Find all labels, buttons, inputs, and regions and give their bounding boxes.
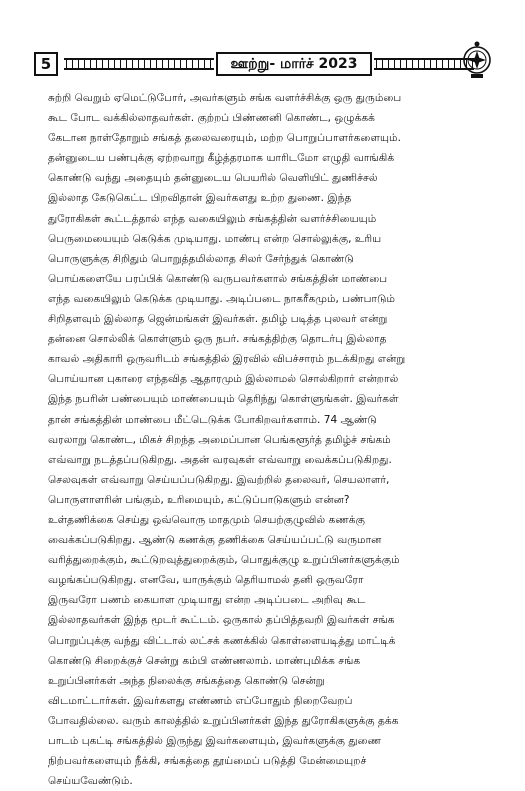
text-line: வழங்கப்படுகிறது. எனவே, யாருக்கும் தெரியாமல் தனி ஒருவரோ <box>48 574 364 587</box>
text-line: வைக்கப்படுகிறது. ஆண்டு கணக்கு தணிக்கை செய்யப்பட்டு வருமான <box>48 534 382 547</box>
text-line: எந்த வகையிலும் கெடுக்க முடியாது. அடிப்படை நாகரீகமும், பண்பாடும் <box>48 292 396 305</box>
page-number: 5 <box>34 52 58 76</box>
page-header <box>34 52 480 78</box>
text-line: கூட போட வக்கில்லாதவர்கள். குற்றப் பிண்ணனி கொண்ட, ஒழுக்கக் <box>48 112 375 125</box>
emblem-icon <box>462 40 492 80</box>
text-line: இருவரோ பணம் கையாள முடியாது என்ற அடிப்படை அறிவு கூட <box>48 594 366 607</box>
text-line: போவதில்லை. வரும் காலத்தில் உறுப்பினர்கள் இந்த துரோகிகளுக்கு தக்க <box>48 714 399 727</box>
text-line: பொருளாளரின் பங்கும், உரிமையும், கட்டுப்பாடுகளும் என்ன? <box>48 493 350 506</box>
text-line: வரித்துறைக்கும், கூட்டுறவுத்துறைக்கும், பொதுக்குழு உறுப்பினர்களுக்கும் <box>48 554 400 567</box>
text-line: எவ்வாறு நடத்தப்படுகிறது. அதன் வரவுகள் எவ்வாறு வைக்கப்படுகிறது. <box>48 453 392 466</box>
text-line: தான் சங்கத்தின் மாண்பை மீட்டெடுக்க போகிறவர்களாம். 74 ஆண்டு <box>48 413 377 426</box>
article-body <box>48 88 482 791</box>
text-line: நிற்பவர்களையும் நீக்கி, சங்கத்தை தூய்மைப் படுத்தி மேன்மையுறச் <box>48 755 367 768</box>
text-line: பொறுப்புக்கு வந்து விட்டால் லட்சக் கணக்கில் கொள்ளையடித்து மாட்டிக் <box>48 634 396 647</box>
text-line: உள்தணிக்கை செய்து ஒவ்வொரு மாதமும் செயற்குழுவில் கணக்கு <box>48 513 365 526</box>
text-line: கேடான நாள்தோறும் சங்கத் தலைவரையும், மற்ற பொறுப்பாளர்களையும். <box>48 132 401 145</box>
text-line: சிறிதளவும் இல்லாத ஜென்மங்கள் இவர்கள். தமிழ் படித்த புலவர் என்று <box>48 313 388 326</box>
text-line: விடமாட்டார்கள். இவர்களது எண்ணம் எப்போதும் நிறைவேறப் <box>48 694 353 707</box>
text-line: தன்னை சொல்லிக் கொள்ளும் ஒரு நபர். சங்கத்திற்கு தொடர்பு இல்லாத <box>48 333 387 346</box>
text-line: கொண்டு வந்து அதையும் தன்னுடைய பெயரில் வெளியிட் துணிச்சல் <box>48 172 378 185</box>
ornament-left <box>64 58 214 70</box>
header-title: ஊற்று- மார்ச் 2023 <box>216 52 372 76</box>
text-line: செலவுகள் எவ்வாறு செய்யப்படுகிறது. இவற்றில் தலைவர், செயலாளர், <box>48 473 390 486</box>
text-line: சுற்றி வெறும் ஏமெட்டுபோர், அவர்களும் சங்க வளர்ச்சிக்கு ஒரு துரும்பை <box>48 92 402 104</box>
text-line: இல்லாத கேடுகெட்ட பிறவிதான் இவர்களது உற்ற துணை. இந்த <box>48 192 352 205</box>
text-line: இந்த நபரின் பண்பையும் மாண்பையும் தெரிந்து கொள்ளுங்கள். இவர்கள் <box>48 393 399 406</box>
text-line: தன்னுடைய பண்புக்கு ஏற்றவாறு கீழ்த்தரமாக யாரிடமோ எழுதி வாங்கிக் <box>48 152 395 165</box>
text-line: பொய்களையே பரப்பிக் கொண்டு வருபவர்களால் சங்கத்தின் மாண்பை <box>48 272 388 285</box>
text-line: பொய்யான புகாரை எந்தவித ஆதாரமும் இல்லாமல் சொல்கிறார் என்றால் <box>48 373 399 386</box>
text-line: வரலாறு கொண்ட, மிகச் சிறந்த அமைப்பான பெங்களூர்த் தமிழ்ச் சங்கம் <box>48 433 391 446</box>
text-line: துரோகிகள் கூட்டத்தால் எந்த வகையிலும் சங்கத்தின் வளர்ச்சியையும் <box>48 212 377 225</box>
text-line: பெருமையையும் கெடுக்க முடியாது. மாண்பு என்ற சொல்லுக்கு, உரிய <box>48 232 382 245</box>
text-line: உறுப்பினர்கள் அந்த நிலைக்கு சங்கத்தை கொண்டு சென்று <box>48 674 325 687</box>
text-line: பாடம் புகட்டி சங்கத்தில் இருந்து இவர்களையும், இவர்களுக்கு துணை <box>48 735 382 747</box>
text-line: இல்லாதவர்கள் இந்த மூடர் கூட்டம். ஒருகால் தப்பித்தவறி இவர்கள் சங்க <box>48 614 395 627</box>
ornament-right <box>374 58 474 70</box>
text-line: பொருளுக்கு சிறிதும் பொறுத்தமில்லாத சிலர் சேர்ந்துக் கொண்டு <box>48 252 354 265</box>
text-line: கொண்டு சிறைக்குச் சென்று கம்பி எண்ணலாம். மாண்புமிக்க சங்க <box>48 654 361 667</box>
text-line: செய்யவேண்டும். <box>48 775 133 788</box>
text-line: காவல் அதிகாரி ஒருவரிடம் சங்கத்தில் இரவில் விபச்சாரம் நடக்கிறது என்று <box>48 353 406 366</box>
